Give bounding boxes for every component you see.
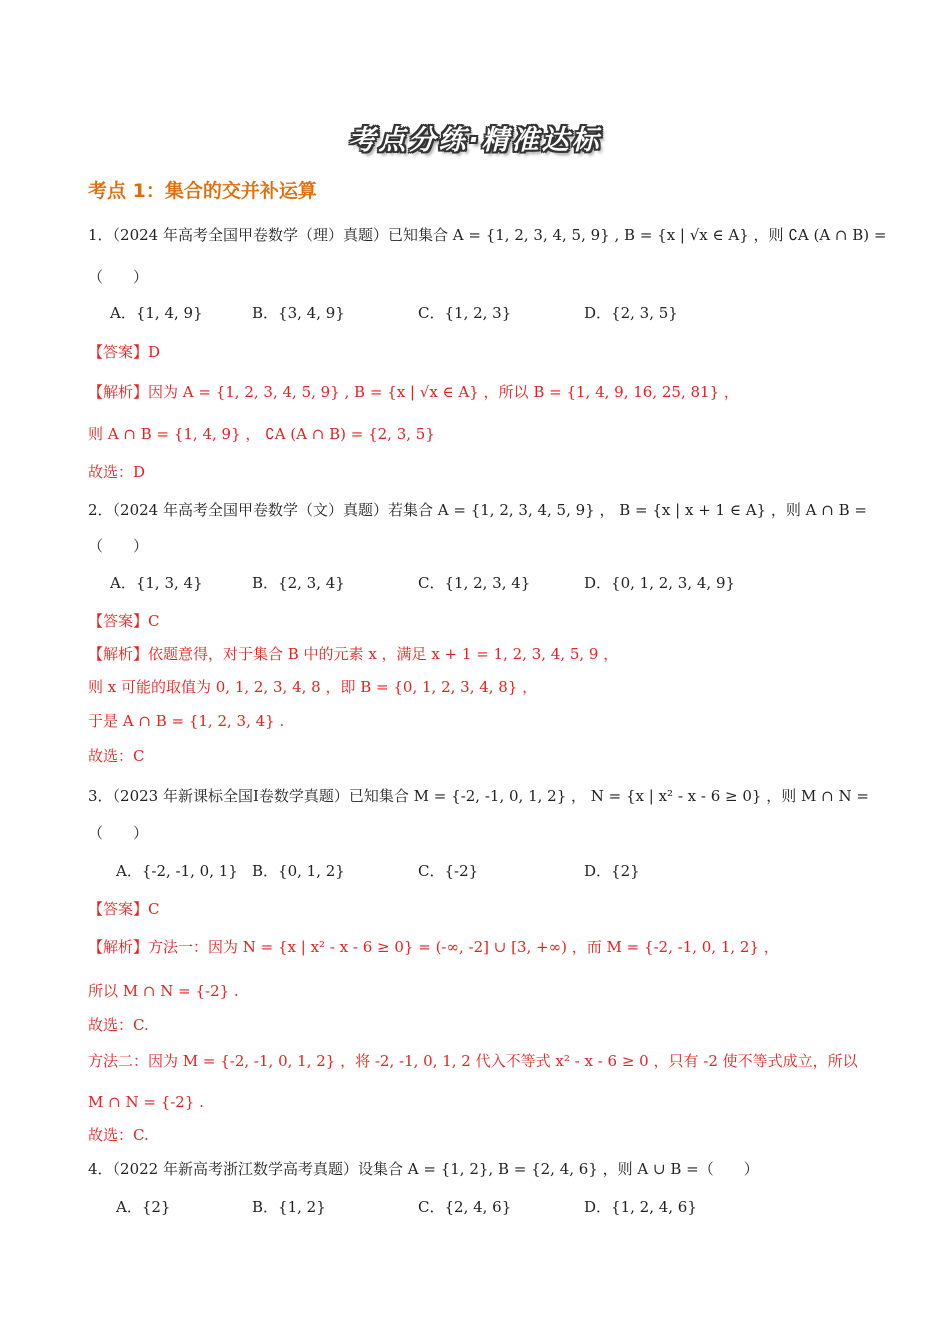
question-1-analysis-1: 【解析】因为 A = {1, 2, 3, 4, 5, 9} , B = {x | √x ∈ A} ，所以 B = {1, 4, 9, 16, 25, 81} ，: [88, 383, 739, 401]
question-1-answer: 【答案】D: [88, 343, 161, 361]
question-2-analysis-4: 故选：C: [88, 747, 145, 765]
question-3-analysis-3: 故选：C.: [88, 1016, 149, 1034]
question-1-option-b[interactable]: B．{3, 4, 9}: [252, 304, 345, 322]
question-2-answer: 【答案】C: [88, 612, 160, 630]
question-3-option-a[interactable]: A．{-2, -1, 0, 1}: [116, 862, 238, 880]
question-2-analysis-3: 于是 A ∩ B = {1, 2, 3, 4} .: [88, 712, 285, 730]
question-2-option-d[interactable]: D．{0, 1, 2, 3, 4, 9}: [584, 574, 736, 592]
question-3-analysis-2: 所以 M ∩ N = {-2} .: [88, 982, 239, 1000]
question-1-paren: （ ）: [88, 268, 149, 286]
question-3-option-c[interactable]: C．{-2}: [418, 862, 479, 880]
question-4-option-a[interactable]: A．{2}: [116, 1198, 171, 1216]
question-3-option-d[interactable]: D．{2}: [584, 862, 640, 880]
question-2-analysis-2: 则 x 可能的取值为 0, 1, 2, 3, 4, 8 ，即 B = {0, 1, 2, 3, 4, 8} ，: [88, 678, 538, 696]
question-3-analysis-1: 【解析】方法一：因为 N = {x | x² - x - 6 ≥ 0} = (-∞, -2] ∪ [3, +∞) ，而 M = {-2, -1, 0, 1, 2} ，: [88, 938, 779, 956]
question-1-option-d[interactable]: D．{2, 3, 5}: [584, 304, 678, 322]
question-1-option-c[interactable]: C．{1, 2, 3}: [418, 304, 512, 322]
question-4-stem: 4．（2022 年新高考浙江数学高考真题）设集合 A = {1, 2}, B = {2, 4, 6} ，则 A ∪ B =（ ）: [88, 1160, 759, 1178]
question-3-paren: （ ）: [88, 824, 149, 842]
question-3-answer: 【答案】C: [88, 900, 160, 918]
question-1-analysis-3: 故选：D: [88, 463, 146, 481]
question-2-option-b[interactable]: B．{2, 3, 4}: [252, 574, 345, 592]
section-title: 考点 1：集合的交并补运算: [88, 180, 317, 202]
question-2-option-a[interactable]: A．{1, 3, 4}: [110, 574, 203, 592]
question-4-option-b[interactable]: B．{1, 2}: [252, 1198, 326, 1216]
question-2-option-c[interactable]: C．{1, 2, 3, 4}: [418, 574, 531, 592]
question-4-option-c[interactable]: C．{2, 4, 6}: [418, 1198, 512, 1216]
question-1-stem: 1．（2024 年高考全国甲卷数学（理）真题）已知集合 A = {1, 2, 3, 4, 5, 9} , B = {x | √x ∈ A} ，则 ∁A (A ∩ B) =: [88, 226, 887, 244]
question-3-stem: 3．（2023 年新课标全国Ⅰ卷数学真题）已知集合 M = {-2, -1, 0, 1, 2} ， N = {x | x² - x - 6 ≥ 0} ，则 M ∩ N =: [88, 787, 869, 805]
banner-title: 考点分练·精准达标: [348, 125, 602, 156]
question-4-option-d[interactable]: D．{1, 2, 4, 6}: [584, 1198, 697, 1216]
question-1-analysis-2: 则 A ∩ B = {1, 4, 9} ， ∁A (A ∩ B) = {2, 3, 5}: [88, 425, 435, 443]
question-2-stem: 2．（2024 年高考全国甲卷数学（文）真题）若集合 A = {1, 2, 3, 4, 5, 9} ， B = {x | x + 1 ∈ A} ，则 A ∩ B =: [88, 501, 867, 519]
question-3-analysis-5: M ∩ N = {-2} .: [88, 1093, 204, 1111]
question-3-option-b[interactable]: B．{0, 1, 2}: [252, 862, 345, 880]
question-2-analysis-1: 【解析】依题意得，对于集合 B 中的元素 x ，满足 x + 1 = 1, 2, 3, 4, 5, 9 ，: [88, 645, 619, 663]
question-2-paren: （ ）: [88, 537, 149, 555]
question-3-analysis-4: 方法二：因为 M = {-2, -1, 0, 1, 2} ，将 -2, -1, 0, 1, 2 代入不等式 x² - x - 6 ≥ 0 ，只有 -2 使不等式成立，所以: [88, 1052, 858, 1070]
question-3-analysis-6: 故选：C.: [88, 1126, 149, 1144]
question-1-option-a[interactable]: A．{1, 4, 9}: [110, 304, 203, 322]
